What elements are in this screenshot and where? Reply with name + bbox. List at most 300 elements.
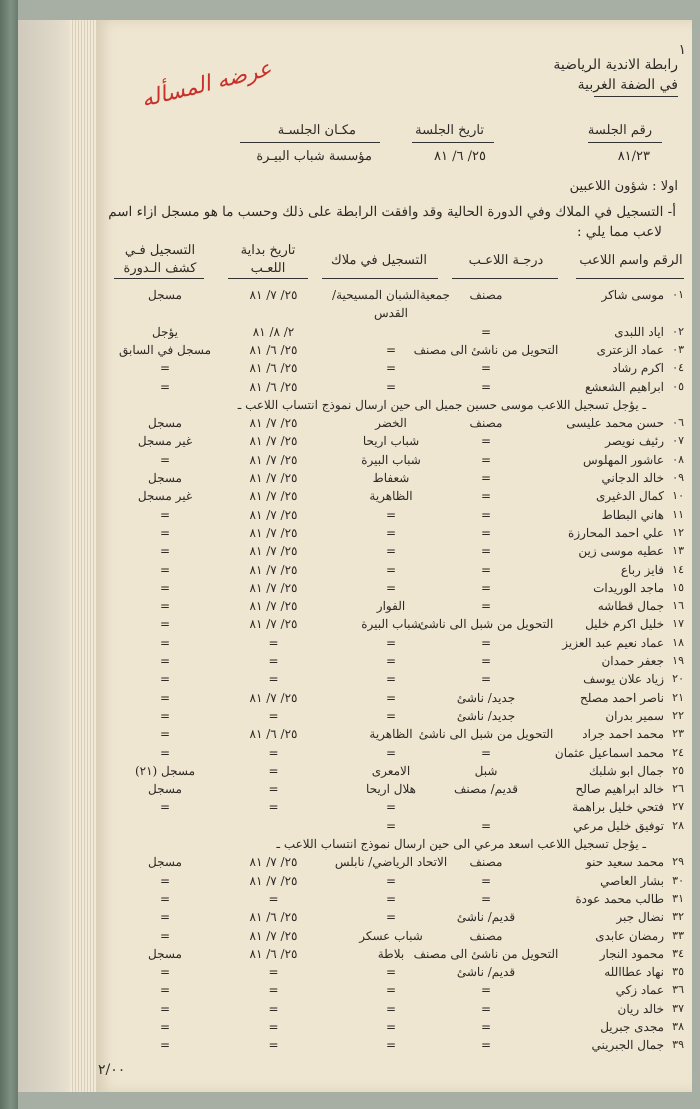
registered-club: = xyxy=(385,818,397,833)
handwritten-annotation: عرضه المسأله xyxy=(138,56,275,113)
row-number: ٠٦ xyxy=(672,416,684,430)
tournament-registration: = xyxy=(159,910,171,925)
player-degree: مصنف xyxy=(469,855,503,870)
row-number: ٣٠ xyxy=(672,873,684,887)
registered-club: = xyxy=(385,1001,397,1016)
table-row xyxy=(96,929,692,948)
player-name: حسن محمد عليسى xyxy=(566,416,664,431)
registered-club: = xyxy=(385,361,397,376)
player-degree: قديم/ مصنف xyxy=(453,782,519,797)
registered-club: الفوار xyxy=(376,599,406,614)
player-name: مجدى جبريل xyxy=(600,1020,664,1034)
start-date: = xyxy=(268,635,279,650)
row-number: ١٢ xyxy=(672,525,684,539)
player-degree: مصنف xyxy=(469,928,503,943)
registered-club: = xyxy=(385,1020,397,1034)
start-date: = xyxy=(268,1038,279,1053)
registered-club: الظاهرية xyxy=(369,727,413,742)
player-name: ناصر احمد مصلح xyxy=(580,690,664,705)
row-number: ٢٧ xyxy=(672,800,684,814)
table-row xyxy=(96,380,692,399)
start-date: = xyxy=(268,965,279,980)
table-row xyxy=(96,563,692,582)
player-name: بشار العاصي xyxy=(600,873,664,888)
row-number: ٣٨ xyxy=(672,1020,684,1033)
table-row xyxy=(96,709,692,728)
org-underline xyxy=(594,96,678,97)
table-row xyxy=(96,764,692,783)
start-date: ٢٥/ ٧/ ٨١ xyxy=(249,489,298,504)
player-name: كمال الدغيرى xyxy=(595,489,664,504)
registered-club: = xyxy=(385,873,397,888)
table-row xyxy=(96,489,692,508)
table-row xyxy=(96,983,692,1002)
registered-club: = xyxy=(385,800,397,815)
player-degree: = xyxy=(480,654,492,668)
intro-line1: أ- التسجيل في الملاك وفي الدورة الحالية وقد وافقت الرابطة على ذلك وحسب ما هو مسجل ازاء اسم xyxy=(108,204,676,220)
registered-club: شعفاط xyxy=(372,471,410,485)
tournament-registration: = xyxy=(159,544,171,559)
registered-club: = xyxy=(385,745,397,760)
player-degree: = xyxy=(480,544,492,559)
rule xyxy=(240,142,380,143)
tournament-registration: = xyxy=(159,708,171,723)
org-name-line1: رابطة الاندية الرياضية xyxy=(553,57,678,73)
table-row xyxy=(96,544,692,563)
row-number: ٠٥ xyxy=(672,379,684,393)
player-degree: = xyxy=(480,1038,492,1053)
table-row xyxy=(96,434,692,453)
start-date: ٢٥/ ٧/ ٨١ xyxy=(249,580,298,595)
table-row xyxy=(96,471,692,490)
player-degree: = xyxy=(480,434,492,449)
col-header-degree: درجـة اللاعـب xyxy=(468,253,544,268)
row-number: ٢٢ xyxy=(672,708,684,722)
player-degree: جديد/ ناشئ xyxy=(456,690,516,705)
document-page xyxy=(96,20,692,1092)
table-row xyxy=(96,819,692,838)
player-name: محمد احمد جراد xyxy=(582,727,664,742)
row-number: ٠٩ xyxy=(672,471,684,484)
col-header-name: الرقم واسم اللاعب xyxy=(579,253,683,268)
table-row xyxy=(96,691,692,710)
start-date: ٢٥/ ٦/ ٨١ xyxy=(249,342,298,357)
table-row xyxy=(96,782,692,801)
page-stack-edge xyxy=(70,20,97,1092)
row-number: ٢٨ xyxy=(672,818,684,832)
table-row xyxy=(96,874,692,893)
col-header-reg-2: كشف الـدورة xyxy=(123,261,197,276)
start-date: = xyxy=(268,763,279,778)
row-number: ٠٨ xyxy=(672,452,684,466)
start-date: ٢٥/ ٧/ ٨١ xyxy=(249,690,298,705)
registered-club: شباب عسكر xyxy=(359,928,423,943)
session-date-value: ٢٥/ ٦/ ٨١ xyxy=(434,149,486,164)
player-degree: مصنف xyxy=(469,288,503,302)
table-note: ـ يؤجل تسجيل اللاعب اسعد مرعي الى حين ارسال نموذج انتساب اللاعب ـ xyxy=(276,837,646,851)
registered-club: الظاهرية xyxy=(369,489,413,504)
player-name: موسى شاكر xyxy=(601,288,664,302)
start-date: ٢٥/ ٧/ ٨١ xyxy=(249,471,298,485)
start-date: ٢٥/ ٦/ ٨١ xyxy=(249,361,298,376)
tournament-registration: = xyxy=(159,983,171,998)
table-row xyxy=(96,965,692,984)
row-number: ٢٩ xyxy=(672,855,684,869)
rule xyxy=(452,278,558,279)
start-date: = xyxy=(268,1020,279,1034)
tournament-registration: مسجل xyxy=(148,782,182,797)
start-date: ٢٥/ ٧/ ٨١ xyxy=(249,562,298,577)
row-number: ٣٥ xyxy=(672,965,684,979)
player-name: عاشور المهلوس xyxy=(583,452,664,467)
start-date: ٢٥/ ٦/ ٨١ xyxy=(249,910,298,925)
player-name: رمضان عابدى xyxy=(595,928,664,943)
tournament-registration: غير مسجل xyxy=(137,434,193,449)
player-name: زياد علان يوسف xyxy=(583,672,664,687)
start-date: ٢٥/ ٧/ ٨١ xyxy=(249,599,298,614)
row-number: ١٥ xyxy=(672,580,684,594)
player-degree: = xyxy=(480,361,492,376)
player-degree: = xyxy=(480,489,492,504)
tournament-registration: = xyxy=(159,507,171,522)
start-date: ٢٥/ ٧/ ٨١ xyxy=(249,288,298,302)
start-date: ٢٥/ ٧/ ٨١ xyxy=(249,507,298,522)
player-degree: التحويل من شبل الى ناشئ xyxy=(418,727,554,742)
table-row xyxy=(96,727,692,746)
start-date: ٢٥/ ٦/ ٨١ xyxy=(249,379,298,394)
registered-club: هلال اريحا xyxy=(366,782,416,797)
row-number: ٣٢ xyxy=(672,910,684,924)
table-note: ـ يؤجل تسجيل اللاعب موسى حسين جميل الى حين ارسال نموذج انتساب اللاعب ـ xyxy=(237,397,646,412)
player-name: علي احمد المحارزة xyxy=(568,525,664,540)
player-degree: = xyxy=(480,379,492,394)
table-row xyxy=(96,855,692,874)
row-number: ٢٦ xyxy=(672,782,684,796)
tournament-registration: = xyxy=(159,452,171,467)
start-date: = xyxy=(268,1001,279,1016)
rule xyxy=(588,142,662,143)
player-name: خليل اكرم خليل xyxy=(585,617,664,632)
player-name: عماد الزعترى xyxy=(596,342,664,357)
tournament-registration: = xyxy=(159,617,171,632)
tournament-registration: = xyxy=(159,745,171,760)
table-row xyxy=(96,636,692,655)
player-degree: قديم/ ناشئ xyxy=(456,965,516,980)
rule xyxy=(228,278,308,279)
player-name: خالد الدجاني xyxy=(601,471,664,485)
player-name: عماد نعيم عبد العزيز xyxy=(562,635,664,650)
rule xyxy=(322,278,438,279)
tournament-registration: = xyxy=(159,525,171,540)
start-date: ٢٥/ ٧/ ٨١ xyxy=(249,416,298,431)
registered-club: = xyxy=(385,690,397,705)
player-name: ابراهيم الشعشع xyxy=(585,379,664,394)
player-name: فايز رباع xyxy=(620,562,664,577)
player-name: نهاد عطاالله xyxy=(604,965,664,980)
row-number: ١٨ xyxy=(672,635,684,649)
table-row xyxy=(96,581,692,600)
start-date: = xyxy=(268,782,279,797)
tournament-registration: يؤجل xyxy=(151,324,179,339)
registered-club: شباب اريحا xyxy=(362,434,420,449)
registered-club: القدس xyxy=(373,306,408,321)
tournament-registration: = xyxy=(159,1038,171,1053)
registered-club: بلاطة xyxy=(377,946,405,961)
player-degree: = xyxy=(480,452,492,467)
table-row xyxy=(96,599,692,618)
section-title: اولا : شؤون اللاعبين xyxy=(569,179,678,194)
row-number: ٣٩ xyxy=(672,1038,684,1052)
row-number: ١٧ xyxy=(672,617,684,631)
player-name: طالب محمد عودة xyxy=(575,891,664,906)
tournament-registration: مسجل xyxy=(148,288,182,302)
registered-club: شباب البيرة xyxy=(361,452,421,467)
player-degree: التحويل من شبل الى ناشئ xyxy=(418,617,554,632)
player-name: ماجد الوريدات xyxy=(593,580,664,595)
tournament-registration: = xyxy=(159,928,171,943)
player-degree: = xyxy=(480,599,492,614)
player-name: محمد اسماعيل عثمان xyxy=(554,745,664,760)
tournament-registration: = xyxy=(159,727,171,742)
player-degree: التحويل من ناشئ الى مصنف xyxy=(413,342,559,357)
player-degree: = xyxy=(480,818,492,833)
registered-club: = xyxy=(385,672,397,687)
start-date: = xyxy=(268,800,279,815)
start-date: ٢٥/ ٧/ ٨١ xyxy=(249,434,298,449)
registered-club: شباب البيرة xyxy=(361,617,421,632)
table-row xyxy=(96,325,692,344)
tournament-registration: = xyxy=(159,690,171,705)
registered-club: = xyxy=(385,562,397,577)
player-degree: = xyxy=(480,580,492,595)
row-number: ٢٠ xyxy=(672,672,684,686)
row-number: ٣١ xyxy=(672,891,684,905)
tournament-registration: = xyxy=(159,873,171,888)
tournament-registration: = xyxy=(159,379,171,394)
col-header-club: التسجيل في ملاك xyxy=(330,253,427,268)
table-row xyxy=(96,453,692,472)
start-date: ٢٥/ ٧/ ٨١ xyxy=(249,544,298,559)
row-number: ١١ xyxy=(672,507,684,521)
col-header-date-2: اللعـب xyxy=(250,261,286,276)
start-date: = xyxy=(268,672,279,687)
player-degree: = xyxy=(480,324,492,339)
tournament-registration: غير مسجل xyxy=(137,489,193,504)
tournament-registration: = xyxy=(159,361,171,376)
tournament-registration: = xyxy=(159,580,171,595)
session-place-value: مؤسسة شباب البيـرة xyxy=(256,149,372,164)
col-header-date-1: تاريخ بداية xyxy=(240,243,296,258)
row-number: ٢١ xyxy=(672,690,684,704)
row-number: ١٩ xyxy=(672,654,684,667)
rule xyxy=(576,278,684,279)
player-name: اياد اللبدى xyxy=(614,324,664,339)
row-number: ٣٧ xyxy=(672,1001,684,1015)
row-number: ٠٢ xyxy=(672,324,684,338)
tournament-registration: = xyxy=(159,965,171,980)
start-date: = xyxy=(268,745,279,760)
table-row xyxy=(96,800,692,819)
row-number: ٢٤ xyxy=(672,745,684,759)
row-number: ٠٤ xyxy=(672,361,684,375)
player-name: توفيق خليل مرعي xyxy=(573,818,664,833)
session-number-value: ٨١/٢٣ xyxy=(617,149,650,164)
registered-club: جمعيةالشبان المسيحية/ xyxy=(332,288,450,302)
tournament-registration: = xyxy=(159,672,171,687)
player-name: سمير بدران xyxy=(605,708,664,723)
player-degree: قديم/ ناشئ xyxy=(456,910,516,925)
table-row xyxy=(96,416,692,435)
registered-club: = xyxy=(385,965,397,980)
player-degree: = xyxy=(480,672,492,687)
table-row xyxy=(96,526,692,545)
start-date: ٢٥/ ٦/ ٨١ xyxy=(249,946,298,961)
registered-club: = xyxy=(385,525,397,540)
player-degree: = xyxy=(480,983,492,998)
start-date: ٢٥/ ٧/ ٨١ xyxy=(249,855,298,870)
start-date: = xyxy=(268,891,279,906)
player-name: جمال قطاشه xyxy=(597,599,664,614)
start-date: ٢٥/ ٧/ ٨١ xyxy=(249,617,298,632)
player-degree: جديد/ ناشئ xyxy=(456,708,516,723)
row-number: ٢٣ xyxy=(672,727,684,741)
player-degree: = xyxy=(480,471,492,485)
start-date: = xyxy=(268,983,279,998)
tournament-registration: = xyxy=(159,599,171,614)
table-row xyxy=(96,654,692,673)
player-name: جعفر حمدان xyxy=(601,654,664,668)
start-date: ٢٥/ ٧/ ٨١ xyxy=(249,928,298,943)
table-row xyxy=(96,508,692,527)
session-place-label: مكـان الجلسـة xyxy=(277,123,356,138)
registered-club: الخضر xyxy=(375,416,407,431)
player-name: فتحي خليل براهمة xyxy=(572,800,664,815)
row-number: ٠١ xyxy=(672,288,684,301)
start-date: = xyxy=(268,708,279,723)
table-row xyxy=(96,361,692,380)
table-row xyxy=(96,910,692,929)
tournament-registration: مسجل xyxy=(148,416,182,431)
player-degree: = xyxy=(480,1020,492,1034)
col-header-reg-1: التسجيل فـي xyxy=(124,243,196,258)
player-name: رئيف نويصر xyxy=(605,434,664,449)
player-name: خالد ابراهيم صالح xyxy=(575,782,664,797)
registered-club: الاتحاد الرياضي/ نابلس xyxy=(334,855,448,870)
row-number: ٣٤ xyxy=(672,946,684,960)
registered-club: = xyxy=(385,983,397,998)
org-name-line2: في الضفة الغربية xyxy=(577,77,678,93)
player-name: عماد زكي xyxy=(615,983,664,998)
footer-page-number: ٢/٠٠ xyxy=(98,1062,126,1078)
tournament-registration: مسجل xyxy=(148,946,182,961)
registered-club: = xyxy=(385,708,397,723)
registered-club: = xyxy=(385,507,397,522)
player-degree: = xyxy=(480,873,492,888)
registered-club: = xyxy=(385,1038,397,1053)
tournament-registration: مسجل في السابق xyxy=(118,342,212,357)
player-name: نضال جبر xyxy=(616,910,664,925)
table-row xyxy=(96,672,692,691)
tournament-registration: = xyxy=(159,891,171,906)
registered-club: = xyxy=(385,635,397,650)
rule xyxy=(412,142,494,143)
intro-line2: لاعب مما يلي : xyxy=(576,224,662,240)
tournament-registration: مسجل xyxy=(148,471,182,485)
table-row xyxy=(96,1038,692,1057)
registered-club: = xyxy=(385,654,397,668)
start-date: ٢٥/ ٧/ ٨١ xyxy=(249,525,298,540)
tournament-registration: = xyxy=(159,635,171,650)
start-date: ٢٥/ ٧/ ٨١ xyxy=(249,873,298,888)
table-row xyxy=(96,892,692,911)
table-row xyxy=(96,343,692,362)
player-degree: مصنف xyxy=(469,416,503,431)
table-row xyxy=(96,288,692,307)
row-number: ١٣ xyxy=(672,544,684,558)
row-number: ٣٣ xyxy=(672,928,684,942)
player-degree: = xyxy=(480,1001,492,1016)
tournament-registration: مسجل xyxy=(148,855,182,870)
registered-club: = xyxy=(385,910,397,925)
table-row xyxy=(96,1020,692,1039)
start-date: = xyxy=(268,654,279,668)
row-number: ٠٣ xyxy=(672,342,684,356)
registered-club: = xyxy=(385,342,397,357)
rule xyxy=(114,278,204,279)
row-number: ٢٥ xyxy=(672,763,684,777)
row-number: ١٠ xyxy=(672,489,684,503)
registered-club: = xyxy=(385,544,397,559)
registered-club: = xyxy=(385,379,397,394)
player-degree: = xyxy=(480,891,492,906)
page-marker: ١ xyxy=(678,42,686,58)
player-name: خالد ريان xyxy=(617,1001,664,1016)
player-name: محمود النجار xyxy=(599,946,664,961)
player-name: جمال الجبريني xyxy=(591,1038,664,1053)
registered-club: = xyxy=(385,580,397,595)
registered-club: الامعرى xyxy=(371,763,411,778)
player-degree: = xyxy=(480,635,492,650)
tournament-registration: = xyxy=(159,654,171,668)
player-name: عطيه موسى زين xyxy=(578,544,664,559)
player-name: اكرم رشاد xyxy=(612,361,664,376)
table-row xyxy=(96,306,692,325)
player-degree: = xyxy=(480,745,492,760)
tournament-registration: = xyxy=(159,800,171,815)
registered-club: = xyxy=(385,891,397,906)
tournament-registration: = xyxy=(159,1020,171,1034)
row-number: ٣٦ xyxy=(672,983,684,997)
table-row xyxy=(96,617,692,636)
tournament-registration: = xyxy=(159,1001,171,1016)
table-row xyxy=(96,1002,692,1021)
facing-page-edge xyxy=(18,20,71,1092)
player-degree: = xyxy=(480,525,492,540)
table-row xyxy=(96,746,692,765)
start-date: ٢٥/ ٧/ ٨١ xyxy=(249,452,298,467)
tournament-registration: = xyxy=(159,562,171,577)
player-degree: التحويل من ناشئ الى مصنف xyxy=(413,946,559,961)
row-number: ١٦ xyxy=(672,599,684,613)
tournament-registration: مسجل (٢١) xyxy=(134,763,196,778)
row-number: ٠٧ xyxy=(672,434,684,448)
player-degree: شبل xyxy=(474,763,498,778)
table-row xyxy=(96,947,692,966)
player-degree: = xyxy=(480,562,492,577)
player-name: هاني البطاط xyxy=(601,507,664,522)
row-number: ١٤ xyxy=(672,562,684,576)
session-number-label: رقم الجلسة xyxy=(587,123,652,138)
